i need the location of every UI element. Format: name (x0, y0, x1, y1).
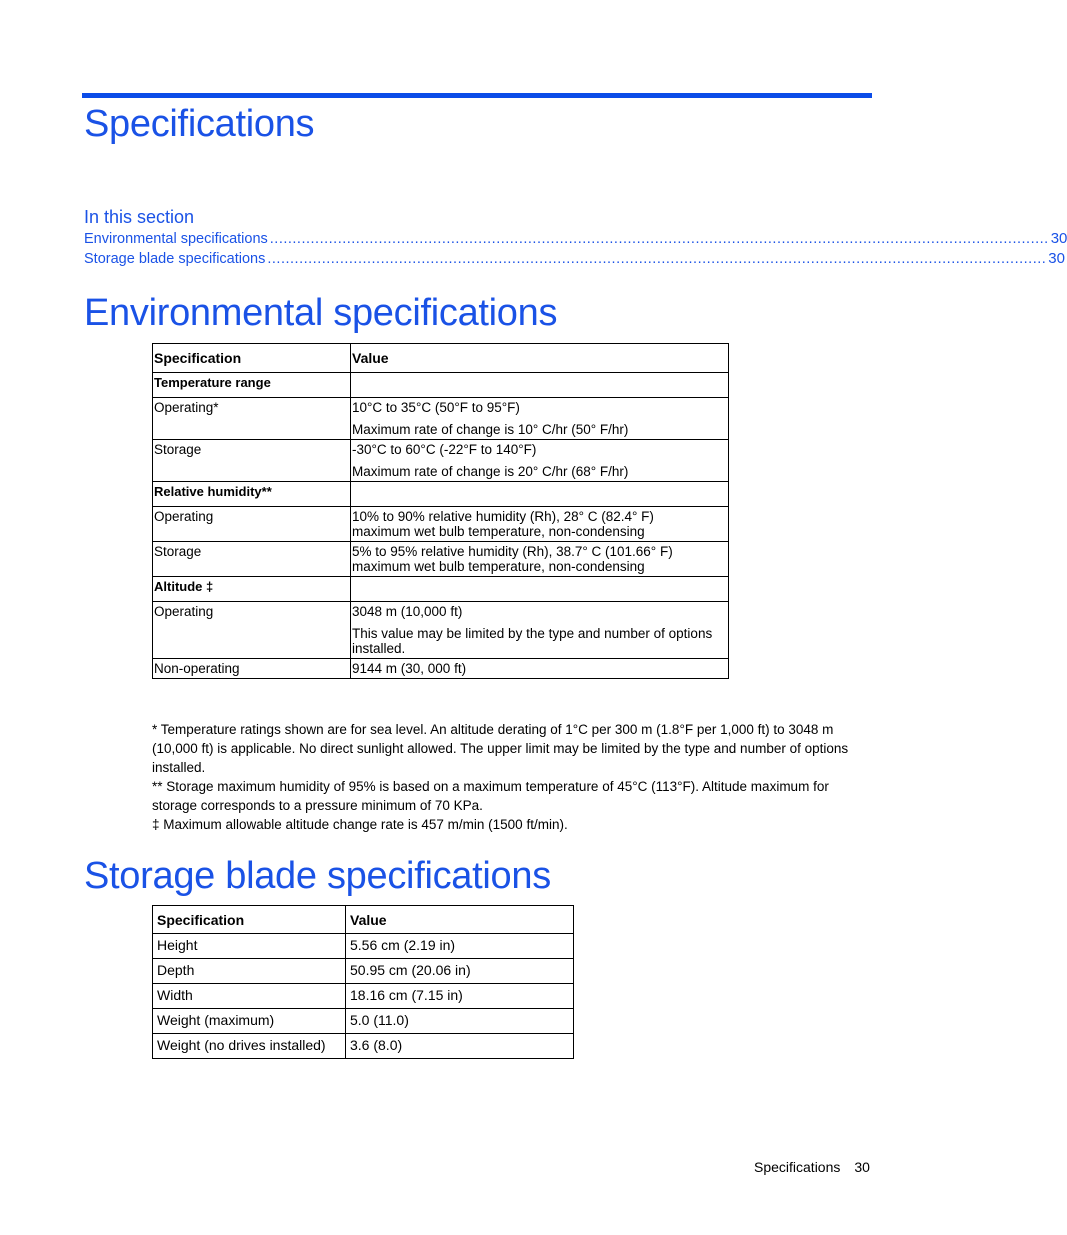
empty-cell (351, 577, 729, 602)
value-line: 3048 m (10,000 ft) (352, 604, 463, 619)
value-cell: 50.95 cm (20.06 in) (346, 959, 574, 984)
table-row (153, 934, 574, 959)
table-row (153, 602, 729, 659)
spec-cell: Operating (153, 507, 351, 542)
header-spec: Specification (153, 344, 351, 373)
spec-cell: Non-operating (153, 659, 351, 679)
table-row (153, 959, 574, 984)
table-row (153, 1034, 574, 1059)
footnote-temperature: * Temperature ratings shown are for sea level. An altitude derating of 1°C per 300 m (1.8°F per 1,000 ft) to 3048 m (10,000 ft) is applicable. No direct sunlight allowed. The upper limit may be limited by the type and number of options installed. (152, 722, 849, 775)
table-row (153, 440, 729, 482)
footnotes (152, 720, 858, 834)
environmental-table (152, 343, 729, 679)
value-cell: 5.56 cm (2.19 in) (346, 934, 574, 959)
table-row (153, 542, 729, 577)
toc-entry-storage-blade[interactable] (84, 250, 1065, 267)
storage-blade-table (152, 905, 574, 1059)
spec-cell: Storage (153, 440, 351, 482)
table-row (153, 1009, 574, 1034)
toc-leader-dots: ............................................................................................................................................................................ (269, 231, 1049, 247)
toc-leader-dots: ............................................................................................................................................................................ (267, 251, 1047, 267)
toc-entry-label[interactable]: Environmental specifications (84, 231, 268, 247)
toc-entry-page[interactable]: 30 (1050, 230, 1067, 247)
spec-cell: Operating (153, 602, 351, 659)
title-rule (82, 93, 872, 98)
table-row (153, 507, 729, 542)
value-cell: 5.0 (11.0) (346, 1009, 574, 1034)
value-line: Maximum rate of change is 10° C/hr (50° F/hr) (352, 422, 629, 437)
header-spec: Specification (153, 906, 346, 934)
table-header-row (153, 906, 574, 934)
toc-entry-environmental[interactable] (84, 230, 1067, 247)
value-line: maximum wet bulb temperature, non-condensing (352, 524, 645, 539)
storage-blade-heading: Storage blade specifications (84, 855, 551, 897)
spec-cell: Width (153, 984, 346, 1009)
table-row (153, 659, 729, 679)
footer-section: Specifications (754, 1159, 841, 1175)
header-value: Value (346, 906, 574, 934)
value-line: This value may be limited by the type and number of options installed. (352, 626, 713, 656)
value-cell: 3.6 (8.0) (346, 1034, 574, 1059)
table-header-row (153, 344, 729, 373)
page-footer (754, 1159, 870, 1175)
value-cell (351, 507, 729, 542)
spec-cell: Weight (maximum) (153, 1009, 346, 1034)
footer-page-number: 30 (854, 1159, 870, 1175)
spec-cell: Depth (153, 959, 346, 984)
group-humidity: Relative humidity** (153, 482, 351, 507)
footnote-humidity: ** Storage maximum humidity of 95% is based on a maximum temperature of 45°C (113°F). Altitude maximum for storage corresponds to a pressure minimum of 70 KPa. (152, 779, 829, 813)
toc-heading: In this section (84, 207, 195, 227)
table-group-row (153, 482, 729, 507)
group-altitude: Altitude ‡ (153, 577, 351, 602)
spec-cell: Weight (no drives installed) (153, 1034, 346, 1059)
value-cell: 18.16 cm (7.15 in) (346, 984, 574, 1009)
group-temperature: Temperature range (153, 373, 351, 398)
value-line: 5% to 95% relative humidity (Rh), 38.7° C (101.66° F) (352, 544, 673, 559)
table-row (153, 398, 729, 440)
empty-cell (351, 482, 729, 507)
header-value: Value (351, 344, 729, 373)
value-line: 10% to 90% relative humidity (Rh), 28° C (82.4° F) (352, 509, 654, 524)
environmental-heading: Environmental specifications (84, 292, 558, 334)
value-line: 10°C to 35°C (50°F to 95°F) (352, 400, 520, 415)
table-group-row (153, 577, 729, 602)
value-cell (351, 440, 729, 482)
value-line: maximum wet bulb temperature, non-condensing (352, 559, 645, 574)
value-cell: 9144 m (30, 000 ft) (351, 659, 729, 679)
footnote-altitude: ‡ Maximum allowable altitude change rate is 457 m/min (1500 ft/min). (152, 817, 568, 832)
value-line: Maximum rate of change is 20° C/hr (68° F/hr) (352, 464, 629, 479)
page-title: Specifications (84, 103, 315, 145)
spec-cell: Operating* (153, 398, 351, 440)
toc-entry-page[interactable]: 30 (1048, 250, 1065, 267)
value-cell (351, 542, 729, 577)
spec-cell: Height (153, 934, 346, 959)
spec-cell: Storage (153, 542, 351, 577)
value-cell (351, 602, 729, 659)
value-cell (351, 398, 729, 440)
table-row (153, 984, 574, 1009)
table-group-row (153, 373, 729, 398)
toc-entry-label[interactable]: Storage blade specifications (84, 251, 266, 267)
empty-cell (351, 373, 729, 398)
value-line: -30°C to 60°C (-22°F to 140°F) (352, 442, 537, 457)
